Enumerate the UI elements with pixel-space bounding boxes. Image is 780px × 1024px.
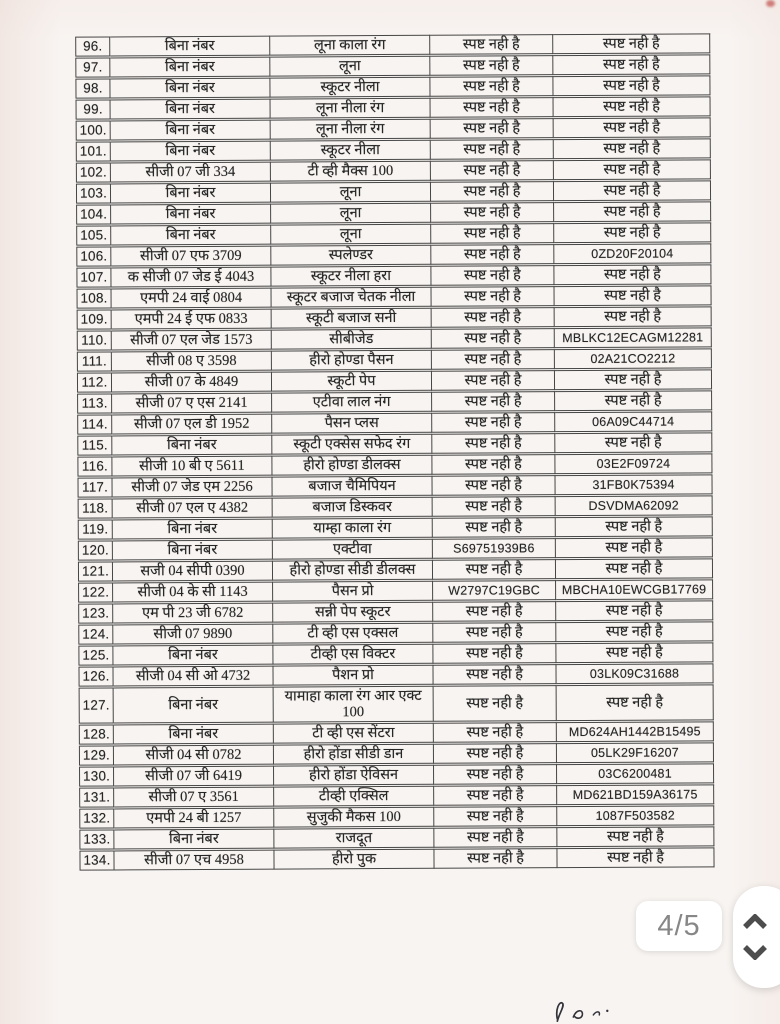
registration-cell: बिना नंबर — [114, 724, 274, 745]
engine-cell: स्पष्ट नही है — [434, 743, 557, 764]
registration-cell: बिना नंबर — [114, 687, 274, 724]
table-row — [76, 159, 711, 182]
description-cell: हीरो होंडा सीडी डान — [274, 744, 434, 765]
engine-cell: स्पष्ट नही है — [434, 848, 557, 869]
serial-cell: 125. — [78, 645, 113, 665]
chassis-cell: स्पष्ट नही है — [553, 54, 710, 75]
chassis-cell: स्पष्ट नही है — [554, 117, 711, 138]
engine-cell: स्पष्ट नही है — [431, 244, 554, 265]
registration-cell: सीजी 07 ए एस 2141 — [112, 393, 272, 414]
table-row — [75, 75, 710, 98]
chassis-cell: 03C6200481 — [557, 763, 714, 784]
registration-cell: बिना नंबर — [111, 141, 271, 162]
chassis-cell: स्पष्ट नही है — [554, 201, 711, 222]
engine-cell: स्पष्ट नही है — [432, 370, 555, 391]
chassis-cell: स्पष्ट नही है — [555, 369, 712, 390]
table-row — [76, 117, 711, 140]
serial-cell: 115. — [77, 435, 112, 455]
scroll-down-button[interactable] — [741, 941, 769, 963]
engine-cell: स्पष्ट नही है — [433, 559, 556, 580]
engine-cell: स्पष्ट नही है — [433, 622, 556, 643]
registration-cell: बिना नंबर — [110, 57, 270, 78]
engine-cell: स्पष्ट नही है — [432, 454, 555, 475]
serial-cell: 128. — [79, 724, 114, 744]
table-row — [78, 516, 713, 539]
engine-cell: स्पष्ट नही है — [431, 181, 554, 202]
registration-cell: सीजी 04 सी 0782 — [114, 745, 274, 766]
serial-cell: 108. — [77, 288, 112, 308]
serial-cell: 131. — [79, 787, 114, 807]
registration-cell: सीजी 08 ए 3598 — [112, 351, 272, 372]
engine-cell: स्पष्ट नही है — [432, 433, 555, 454]
engine-cell: स्पष्ट नही है — [430, 76, 553, 97]
engine-cell: स्पष्ट नही है — [434, 785, 557, 806]
table-row — [77, 285, 712, 308]
table-row — [78, 663, 713, 686]
table-row — [79, 763, 714, 786]
chassis-cell: स्पष्ट नही है — [557, 826, 714, 847]
registration-cell: सीजी 07 एफ 3709 — [111, 246, 271, 267]
table-row — [76, 138, 711, 161]
engine-cell: स्पष्ट नही है — [434, 722, 557, 743]
serial-cell: 122. — [78, 582, 113, 602]
chassis-cell: स्पष्ट नही है — [555, 306, 712, 327]
chassis-cell: DSVDMA62092 — [556, 495, 713, 516]
registration-cell: सीजी 07 जी 6419 — [114, 766, 274, 787]
registration-cell: एम पी 23 जी 6782 — [113, 603, 273, 624]
description-cell: स्कूटर नीला — [271, 140, 431, 161]
registration-cell: बिना नंबर — [110, 78, 270, 99]
serial-cell: 117. — [77, 477, 112, 497]
table-row — [76, 222, 711, 245]
description-cell: एक्टीवा — [273, 539, 433, 560]
registration-cell: सीजी 07 एल ए 4382 — [113, 498, 273, 519]
engine-cell: स्पष्ट नही है — [432, 286, 555, 307]
registration-cell: सीजी 07 जेड एम 2256 — [112, 477, 272, 498]
serial-cell: 101. — [76, 141, 111, 161]
chassis-cell: MBLKC12ECAGM12281 — [555, 327, 712, 348]
engine-cell: स्पष्ट नही है — [430, 34, 553, 55]
table-row — [79, 847, 714, 870]
chassis-cell: 06A09C44714 — [555, 411, 712, 432]
registration-cell: बिना नंबर — [112, 435, 272, 456]
table-row — [77, 306, 712, 329]
description-cell: लूना — [271, 224, 431, 245]
engine-cell: स्पष्ट नही है — [434, 827, 557, 848]
serial-cell: 104. — [76, 204, 111, 224]
chassis-cell: 31FB0K75394 — [555, 474, 712, 495]
scroll-panel — [733, 886, 780, 988]
chassis-cell: स्पष्ट नही है — [554, 96, 711, 117]
engine-cell: स्पष्ट नही है — [433, 496, 556, 517]
table-row — [75, 54, 710, 77]
chevron-up-icon — [742, 914, 768, 930]
serial-cell: 113. — [77, 393, 112, 413]
registration-cell: एमपी 24 बी 1257 — [114, 808, 274, 829]
description-cell: एटीवा लाल नंग — [272, 392, 432, 413]
engine-cell: स्पष्ट नही है — [431, 223, 554, 244]
serial-cell: 109. — [77, 309, 112, 329]
serial-cell: 110. — [77, 330, 112, 350]
description-cell: स्कूटी एक्सेस सफेद रंग — [272, 434, 432, 455]
table-row — [76, 201, 711, 224]
description-cell: टी व्ही एस सेंटरा — [274, 723, 434, 744]
vehicle-table — [75, 32, 714, 871]
chassis-cell: स्पष्ट नही है — [557, 684, 714, 721]
registration-cell: सीजी 07 एच 4958 — [114, 850, 274, 871]
description-cell: टीव्ही एक्सिल — [274, 786, 434, 807]
registration-cell: बिना नंबर — [111, 183, 271, 204]
serial-cell: 97. — [75, 57, 110, 77]
description-cell: स्कूटर नीला — [270, 77, 430, 98]
serial-cell: 126. — [78, 666, 113, 686]
chassis-cell: स्पष्ट नही है — [556, 600, 713, 621]
table-row — [77, 432, 712, 455]
engine-cell: स्पष्ट नही है — [433, 517, 556, 538]
engine-cell: स्पष्ट नही है — [430, 55, 553, 76]
engine-cell: स्पष्ट नही है — [431, 160, 554, 181]
serial-cell: 127. — [79, 687, 114, 723]
serial-cell: 98. — [75, 78, 110, 98]
registration-cell: बिना नंबर — [111, 99, 271, 120]
serial-cell: 124. — [78, 624, 113, 644]
table-row — [78, 579, 713, 602]
description-cell: सीबीजेड — [272, 329, 432, 350]
chassis-cell: स्पष्ट नही है — [554, 180, 711, 201]
chassis-cell: MD624AH1442B15495 — [557, 721, 714, 742]
serial-cell: 129. — [79, 745, 114, 765]
description-cell: बजाज डिस्कवर — [273, 497, 433, 518]
serial-cell: 118. — [78, 498, 113, 518]
registration-cell: एमपी 24 ई एफ 0833 — [112, 309, 272, 330]
registration-cell: बिना नंबर — [113, 645, 273, 666]
chassis-cell: स्पष्ट नही है — [553, 75, 710, 96]
table-row — [79, 742, 714, 765]
description-cell: लूना — [271, 182, 431, 203]
serial-cell: 132. — [79, 808, 114, 828]
engine-cell: स्पष्ट नही है — [431, 97, 554, 118]
registration-cell: सजी 04 सीपी 0390 — [113, 561, 273, 582]
description-cell: स्कूटर नीला हरा — [271, 266, 431, 287]
description-cell: पैशन प्रो — [273, 665, 433, 686]
chassis-cell: स्पष्ट नही है — [556, 642, 713, 663]
chassis-cell: 02A21CO2212 — [555, 348, 712, 369]
description-cell: हीरो होण्डा डीलक्स — [272, 455, 432, 476]
chassis-cell: MD621BD159A36175 — [557, 784, 714, 805]
description-cell: स्कूटी बजाज सनी — [272, 308, 432, 329]
description-cell: टीव्ही एस विक्टर — [273, 644, 433, 665]
scroll-up-button[interactable] — [741, 911, 769, 933]
description-cell: हीरो होंडा ऐविसन — [274, 765, 434, 786]
table-row — [77, 474, 712, 497]
serial-cell: 121. — [78, 561, 113, 581]
serial-cell: 107. — [76, 267, 111, 287]
registration-cell: बिना नंबर — [114, 829, 274, 850]
chassis-cell: 03E2F09724 — [555, 453, 712, 474]
engine-cell: स्पष्ट नही है — [431, 202, 554, 223]
engine-cell: W2797C19GBC — [433, 580, 556, 601]
table-row — [77, 453, 712, 476]
description-cell: टी व्ही मैक्स 100 — [271, 161, 431, 182]
table-row — [78, 537, 713, 560]
table-row — [76, 264, 711, 287]
engine-cell: स्पष्ट नही है — [432, 328, 555, 349]
table-row — [77, 411, 712, 434]
chassis-cell: स्पष्ट नही है — [557, 847, 714, 868]
description-cell: पैसन प्लस — [272, 413, 432, 434]
serial-cell: 112. — [77, 372, 112, 392]
registration-cell: बिना नंबर — [113, 540, 273, 561]
serial-cell: 116. — [77, 456, 112, 476]
chassis-cell: स्पष्ट नही है — [556, 537, 713, 558]
registration-cell: सीजी 07 एल डी 1952 — [112, 414, 272, 435]
table-row — [78, 495, 713, 518]
table-row — [79, 826, 714, 849]
table-row — [79, 684, 714, 723]
engine-cell: स्पष्ट नही है — [433, 664, 556, 685]
serial-cell: 106. — [76, 246, 111, 266]
table-row — [79, 721, 714, 744]
table-row — [78, 558, 713, 581]
engine-cell: स्पष्ट नही है — [432, 307, 555, 328]
registration-cell: बिना नंबर — [111, 120, 271, 141]
description-cell: लूना काला रंग — [270, 35, 430, 56]
table-row — [78, 621, 713, 644]
engine-cell: S69751939B6 — [433, 538, 556, 559]
description-cell: लूना — [270, 56, 430, 77]
description-cell: लूना नीला रंग — [271, 119, 431, 140]
description-cell: सुजुकी मैकस 100 — [274, 807, 434, 828]
engine-cell: स्पष्ट नही है — [431, 118, 554, 139]
engine-cell: स्पष्ट नही है — [432, 475, 555, 496]
description-cell: स्पलेण्डर — [271, 245, 431, 266]
description-cell: बजाज चैमिपियन — [272, 476, 432, 497]
serial-cell: 105. — [76, 225, 111, 245]
table-row — [76, 180, 711, 203]
description-cell: स्कूटी पेप — [272, 371, 432, 392]
page-indicator — [636, 901, 722, 951]
table-row — [79, 784, 714, 807]
serial-cell: 103. — [76, 183, 111, 203]
description-cell: टी व्ही एस एक्सल — [273, 623, 433, 644]
registration-cell: सीजी 07 के 4849 — [112, 372, 272, 393]
engine-cell: स्पष्ट नही है — [432, 349, 555, 370]
registration-cell: एमपी 24 वाई 0804 — [112, 288, 272, 309]
chassis-cell: स्पष्ट नही है — [554, 222, 711, 243]
page-indicator-label: 4/5 — [657, 909, 701, 942]
chassis-cell: 03LK09C31688 — [556, 663, 713, 684]
description-cell: यामाहा काला रंग आर एक्ट 100 — [274, 686, 434, 723]
description-cell: लूना — [271, 203, 431, 224]
table-row — [77, 348, 712, 371]
registration-cell: क सीजी 07 जेड ई 4043 — [111, 267, 271, 288]
table-row — [77, 390, 712, 413]
table-row — [77, 369, 712, 392]
description-cell: याम्हा काला रंग — [273, 518, 433, 539]
engine-cell: स्पष्ट नही है — [434, 806, 557, 827]
description-cell: स्कूटर बजाज चेतक नीला — [272, 287, 432, 308]
engine-cell: स्पष्ट नही है — [434, 685, 557, 722]
registration-cell: सीजी 07 ए 3561 — [114, 787, 274, 808]
registration-cell: बिना नंबर — [110, 36, 270, 57]
registration-cell: सीजी 07 9890 — [113, 624, 273, 645]
description-cell: राजदूत — [274, 828, 434, 849]
serial-cell: 119. — [78, 519, 113, 539]
chassis-cell: स्पष्ट नही है — [555, 285, 712, 306]
chassis-cell: 05LK29F16207 — [557, 742, 714, 763]
table-row — [75, 33, 710, 56]
scan-artifact — [766, 0, 775, 7]
registration-cell: सीजी 04 के सी 1143 — [113, 582, 273, 603]
engine-cell: स्पष्ट नही है — [433, 643, 556, 664]
serial-cell: 130. — [79, 766, 114, 786]
description-cell: सन्नी पेप स्कूटर — [273, 602, 433, 623]
engine-cell: स्पष्ट नही है — [432, 391, 555, 412]
table-row — [76, 96, 711, 119]
registration-cell: बिना नंबर — [111, 225, 271, 246]
chassis-cell: स्पष्ट नही है — [554, 159, 711, 180]
chassis-cell: स्पष्ट नही है — [554, 138, 711, 159]
chevron-down-icon — [742, 944, 768, 960]
engine-cell: स्पष्ट नही है — [431, 139, 554, 160]
table-row — [76, 243, 711, 266]
registration-cell: सीजी 04 सी ओ 4732 — [113, 666, 273, 687]
engine-cell: स्पष्ट नही है — [432, 412, 555, 433]
serial-cell: 100. — [76, 120, 111, 140]
table-row — [77, 327, 712, 350]
serial-cell: 123. — [78, 603, 113, 623]
chassis-cell: 0ZD20F20104 — [554, 243, 711, 264]
chassis-cell: स्पष्ट नही है — [556, 558, 713, 579]
serial-cell: 114. — [77, 414, 112, 434]
description-cell: लूना नीला रंग — [271, 98, 431, 119]
chassis-cell: स्पष्ट नही है — [555, 432, 712, 453]
description-cell: हीरो पुक — [274, 849, 434, 870]
serial-cell: 120. — [78, 540, 113, 560]
chassis-cell: MBCHA10EWCGB17769 — [556, 579, 713, 600]
registration-cell: सीजी 07 एल जेड 1573 — [112, 330, 272, 351]
chassis-cell: स्पष्ट नही है — [556, 621, 713, 642]
description-cell: हीरो होण्डा पैसन — [272, 350, 432, 371]
chassis-cell: स्पष्ट नही है — [556, 516, 713, 537]
registration-cell: सीजी 07 जी 334 — [111, 162, 271, 183]
engine-cell: स्पष्ट नही है — [433, 601, 556, 622]
serial-cell: 133. — [79, 829, 114, 849]
chassis-cell: स्पष्ट नही है — [553, 33, 710, 54]
serial-cell: 111. — [77, 351, 112, 371]
description-cell: हीरो होण्डा सीडी डीलक्स — [273, 560, 433, 581]
serial-cell: 134. — [79, 850, 114, 870]
chassis-cell: स्पष्ट नही है — [554, 264, 711, 285]
engine-cell: स्पष्ट नही है — [434, 764, 557, 785]
chassis-cell: स्पष्ट नही है — [555, 390, 712, 411]
registration-cell: बिना नंबर — [113, 519, 273, 540]
serial-cell: 99. — [76, 99, 111, 119]
chassis-cell: 1087F503582 — [557, 805, 714, 826]
handwritten-signature — [543, 997, 653, 1024]
serial-cell: 96. — [75, 36, 110, 56]
serial-cell: 102. — [76, 162, 111, 182]
engine-cell: स्पष्ट नही है — [431, 265, 554, 286]
table-row — [78, 600, 713, 623]
table-row — [78, 642, 713, 665]
description-cell: पैसन प्रो — [273, 581, 433, 602]
registration-cell: सीजी 10 बी ए 5611 — [112, 456, 272, 477]
registration-cell: बिना नंबर — [111, 204, 271, 225]
table-row — [79, 805, 714, 828]
